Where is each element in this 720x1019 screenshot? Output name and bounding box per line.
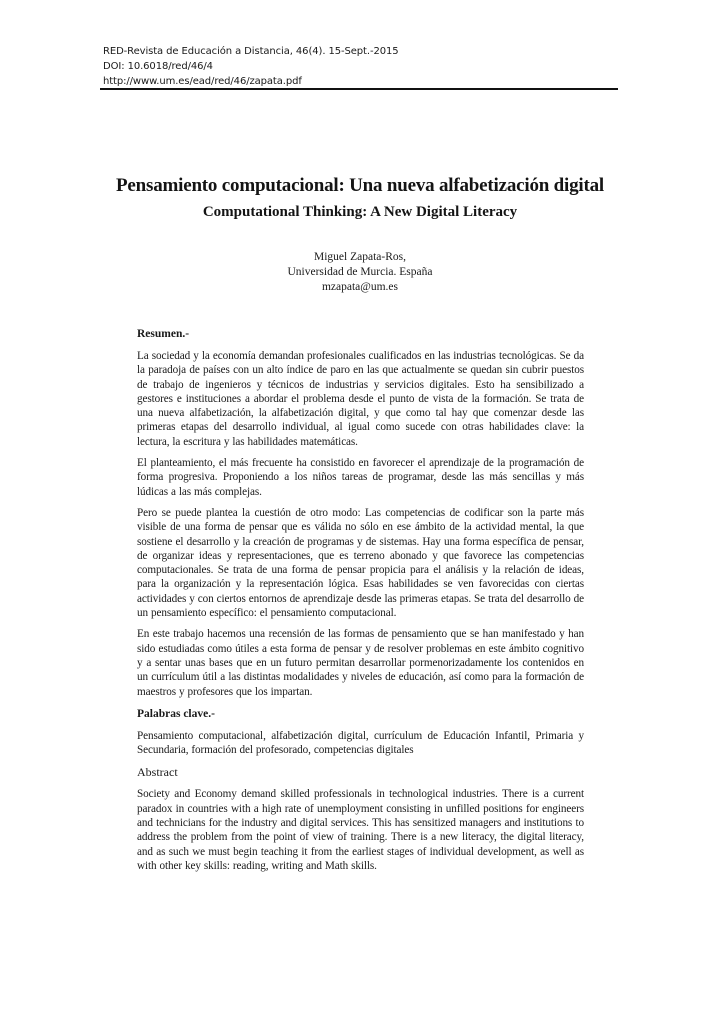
author-affiliation: Universidad de Murcia. España bbox=[287, 266, 433, 278]
journal-citation: RED-Revista de Educación a Distancia, 46(4). 15-Sept.-2015 bbox=[103, 46, 399, 57]
resumen-paragraph-1: La sociedad y la economía demandan profesionales cualificados en las industrias tecnológicas. Se da la paradoja de países con un alto índice de paro en las que actualmente se quedan sin cubrir puestos de trabajo de ingenieros y técnicos de industrias y servicios digitales. Esto ha sensibilizado a gestores e instituciones a abordar el problema desde el punto de vista de la formación. Se trata de una nueva alfabetización, la alfabetización digital, y que como tal hay que comenzar desde las primeras etapas del desarrollo individual, al igual como sucede con otras habilidades clave: la lectura, la escritura y las habilidades matemáticas. bbox=[137, 350, 584, 448]
resumen-paragraph-2: El planteamiento, el más frecuente ha consistido en favorecer el aprendizaje de la programación de forma progresiva. Proponiendo a los niños tareas de programar, desde las más sencillas y más lúdicas a las más complejas. bbox=[137, 457, 584, 498]
keywords-heading: Palabras clave.- bbox=[137, 707, 215, 720]
resumen-paragraph-4: En este trabajo hacemos una recensión de las formas de pensamiento que se han manifestado y han sido estudiadas como útiles a esta forma de pensar y de resolver problemas en este ámbito cognitivo y a sentar unas bases que en un futuro permitan desarrollar pormenorizadamente los contenidos en un currículum útil a las distintas modalidades y niveles de educación, así como para la formación de maestros y profesores que los impartan. bbox=[137, 628, 584, 698]
author-name: Miguel Zapata-Ros, bbox=[314, 251, 406, 263]
keywords-text: Pensamiento computacional, alfabetización digital, currículum de Educación Infantil, Primaria y Secundaria, formación del profesorado, competencias digitales bbox=[137, 729, 584, 757]
title-block bbox=[80, 175, 640, 221]
title-english: Computational Thinking: A New Digital Literacy bbox=[202, 204, 518, 220]
title-spanish: Pensamiento computacional: Una nueva alfabetización digital bbox=[116, 175, 604, 196]
resumen-paragraph-3: Pero se puede plantea la cuestión de otro modo: Las competencias de codificar son la parte más visible de una forma de pensar que es válida no sólo en ese ámbito de la actividad mental, la que sostiene el desarrollo y la creación de programas y de sistemas. Hay una forma específica de pensar, de organizar ideas y representaciones, que es terreno abonado y que favorece las competencias computacionales. Se trata de una forma de pensar propicia para el análisis y la relación de ideas, para la organización y la representación lógica. Esas habilidades se ven favorecidas con ciertas actividades y con ciertos entornos de aprendizaje desde las primeras etapas. Se trata del desarrollo de un pensamiento específico: el pensamiento computacional. bbox=[137, 506, 584, 620]
article-body bbox=[137, 327, 584, 880]
author-block bbox=[210, 250, 510, 295]
abstract-text: Society and Economy demand skilled professionals in technological industries. There is a current paradox in countries with a high rate of unemployment consisting in unfilled positions for engineers and technicians for the industry and digital services. This has sensitized managers and institutions to address the problem from the point of view of training. There is a new literacy, the digital literacy, and as such we must begin teaching it from the earliest stages of individual development, as well as with other key skills: reading, writing and Math skills. bbox=[137, 788, 584, 872]
resumen-heading: Resumen.- bbox=[137, 328, 190, 340]
doi-line: DOI: 10.6018/red/46/4 bbox=[103, 61, 213, 72]
running-header bbox=[103, 44, 617, 89]
header-divider bbox=[100, 88, 618, 90]
article-url[interactable]: http://www.um.es/ead/red/46/zapata.pdf bbox=[103, 76, 302, 87]
abstract-heading: Abstract bbox=[137, 765, 178, 780]
author-email[interactable]: mzapata@um.es bbox=[321, 281, 399, 293]
